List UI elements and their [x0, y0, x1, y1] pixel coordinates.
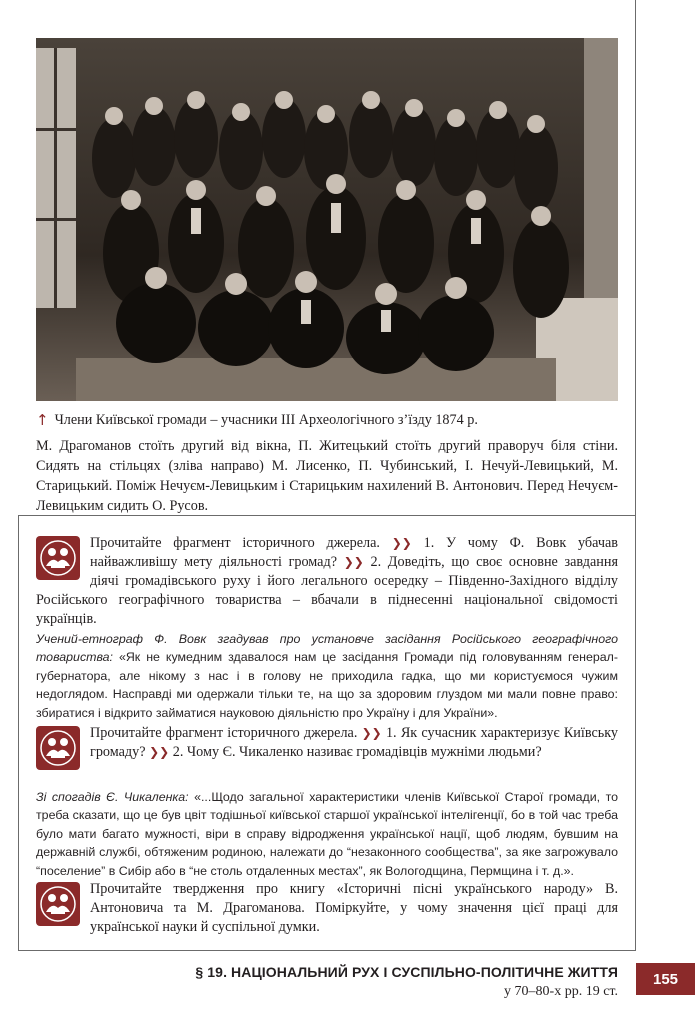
quote-1-text: «Як не кумедним здавалося нам це засідання Громади під головуванням генерал-губернатора, але нікому з нас і в голову не приходила гадка, що ми користуємося чужим недоглядом. Насправді ми одержали тільки те, на що за здоровим глуздом ми мали повне право: збиратися і відкрито займатися науковою діяльністю про Україну і для України».: [36, 650, 618, 720]
task-1: [36, 534, 618, 629]
footer-chapter-subtitle: у 70–80-х рр. 19 ст.: [504, 984, 618, 999]
question-marker-icon: ❯❯: [343, 555, 364, 569]
footer-chapter-title: § 19. НАЦІОНАЛЬНИЙ РУХ І СУСПІЛЬНО-ПОЛІТИЧНЕ ЖИТТЯ: [195, 964, 618, 980]
task-2-q2: 2. Чому Є. Чикаленко називає громадівців мужніми людьми?: [172, 744, 542, 760]
arrow-up-icon: ↑: [36, 411, 49, 429]
task-3-intro: Прочитайте твердження про книгу «Історичні пісні українського народу» В. Антоновича та М. Драгоманова. Поміркуйте, у чому значення цієї праці для української науки й суспільної думки.: [90, 881, 618, 935]
historic-group-photo: [36, 38, 618, 401]
quote-2-lead: Зі спогадів Є. Чикаленка:: [36, 790, 189, 804]
frame-divider-bottom: [18, 950, 636, 951]
quote-2-text: «...Щодо загальної характеристики членів Київської Старої громади, то треба сказати, що це був цвіт тодішньої київської старшої української інтелігенції, бо в той час треба було мати багато мужності, віри в справу відродження української нації, щоб людям, бувшим на державній службі, обтяженим родиною, належати до “незаконного сообщества”, за яке загрожувало “поселение” в Сибір або в “не столь отдаленных местах”, як Вологодщина, Пермщина і т. д.».: [36, 790, 619, 878]
task-2-q1: 1. Як сучасник характеризує Київську громаду?: [90, 725, 619, 760]
page-number: 155: [636, 963, 695, 995]
frame-divider-vertical: [635, 0, 636, 950]
question-marker-icon: ❯❯: [149, 745, 170, 759]
task-2: [36, 724, 618, 772]
source-quote-1: [36, 630, 618, 722]
task-3: [36, 880, 618, 937]
source-quote-2: [36, 788, 618, 880]
task-1-q2: 2. Доведіть, що своє основне завдання діячі громадівського руху і його легального осередку – Південно-Західного відділу Російського географічного товариства – вбачали в піднесенні національної свідомості українців.: [36, 554, 619, 627]
photo-caption: [36, 410, 618, 516]
reading-people-icon: [36, 882, 80, 926]
task-1-q1: 1. У чому Ф. Вовк убачав найважливішу мету діяльності громад?: [90, 535, 619, 570]
running-footer: [195, 963, 618, 1001]
task-1-intro: Прочитайте фрагмент історичного джерела.: [90, 535, 380, 551]
reading-people-icon: [36, 536, 80, 580]
question-marker-icon: ❯❯: [391, 536, 412, 550]
task-2-intro: Прочитайте фрагмент історичного джерела.: [90, 725, 358, 741]
quote-1-lead: Учений-етнограф Ф. Вовк згадував про установче засідання Російського географічного товариства:: [36, 632, 618, 665]
reading-people-icon: [36, 726, 80, 770]
group-photo-icon: [36, 38, 618, 401]
caption-title: Члени Київської громади – учасники ІІІ Археологічного з’їзду 1874 р.: [54, 412, 478, 428]
frame-divider-left: [18, 516, 19, 950]
question-marker-icon: ❯❯: [361, 726, 382, 740]
caption-text: М. Драгоманов стоїть другий від вікна, П. Житецький стоїть другий праворуч біля стіни. Сидять на стільцях (зліва направо) М. Лисенко, П. Чубинський, І. Нечуй-Левицький, М. Старицький. Поміж Нечуєм-Левицьким і Старицьким нахилений В. Антонович. Перед Нечуєм-Левицьким сидить О. Русов.: [36, 438, 618, 514]
caption-title-row: [36, 410, 618, 430]
